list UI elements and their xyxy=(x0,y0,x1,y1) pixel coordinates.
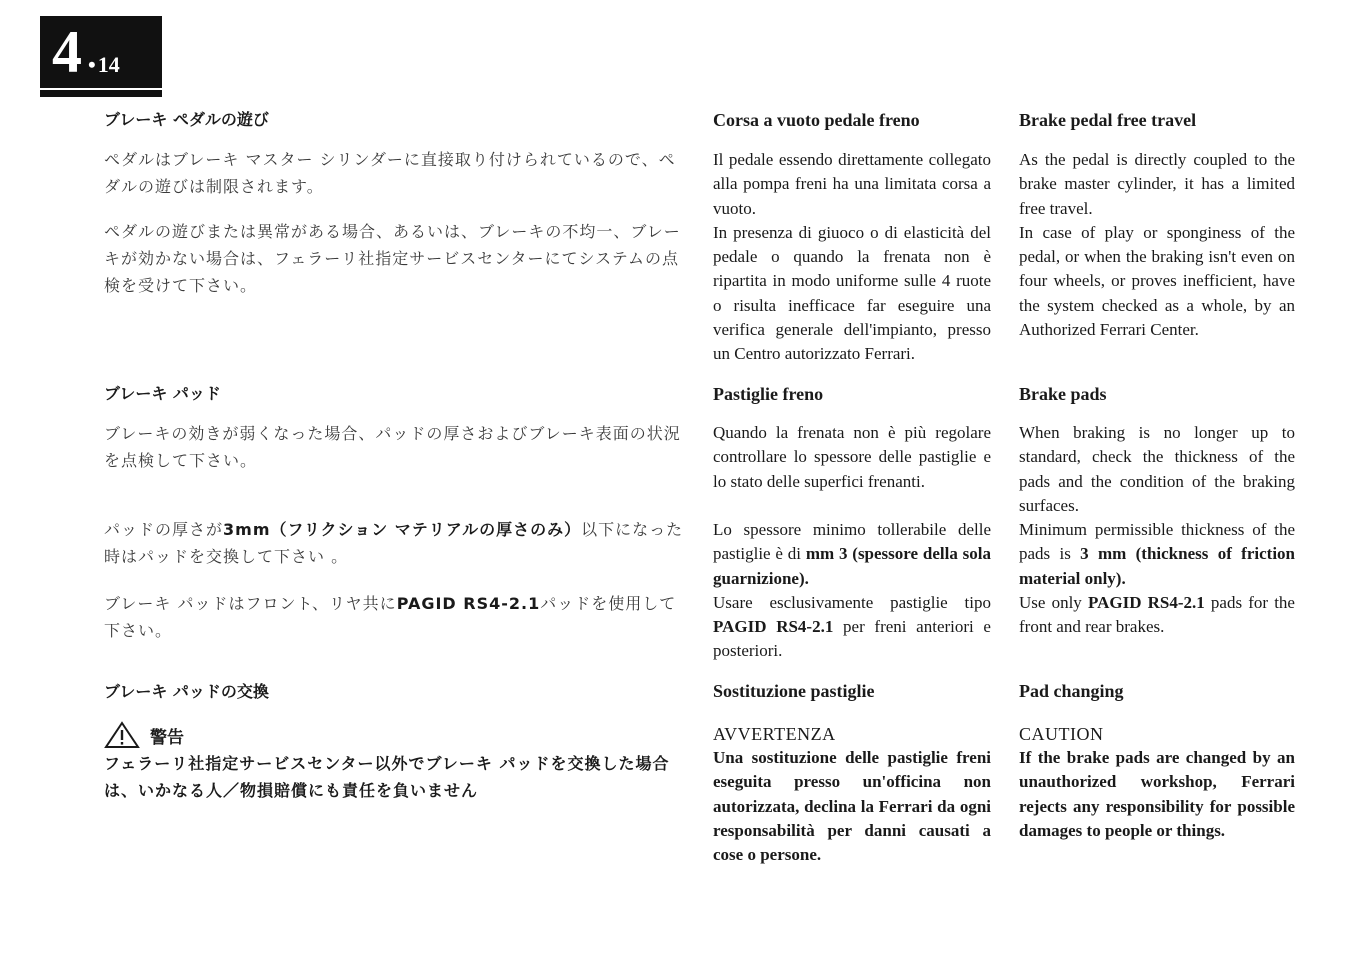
ja-pads-title: ブレーキ パッド xyxy=(104,384,221,403)
ja-pad-changing-title: ブレーキ パッドの交換 xyxy=(104,682,269,701)
ja-free-travel-title: ブレーキ ペダルの遊び xyxy=(104,110,269,129)
it-pads-p2p3-block xyxy=(713,518,991,664)
ja-free-travel-p2: ペダルの遊びまたは異常がある場合、あるいは、ブレーキの不均一、ブレーキが効かない場合は、フェラーリ社指定サービスセンターにてシステムの点検を受けて下さい。 xyxy=(104,222,681,295)
ja-free-travel-p1: ペダルはブレーキ マスター シリンダーに直接取り付けられているので、ペダルの遊びは制限されます。 xyxy=(104,150,676,196)
it-free-travel-p2: In presenza di giuoco o di elasticità del pedale o quando la frenata non è ripartita in modo uniforme sulle 4 ruote o risulta inefficace far eseguire una verifica generale dell'impianto, presso un Centro autorizzato Ferrari. xyxy=(713,222,991,364)
ja-pads-p3-a: ブレーキ パッドはフロント、リヤ共に xyxy=(104,594,397,613)
en-caution-text: If the brake pads are changed by an unauthorized workshop, Ferrari rejects any responsibility for possible damages to people or things. xyxy=(1019,748,1295,840)
ja-pads-p3-b: PAGID RS4-2.1 xyxy=(396,594,541,613)
it-free-travel-title-block xyxy=(713,108,991,132)
chapter-badge-rule xyxy=(40,90,162,97)
ja-warning-label: 警告 xyxy=(150,727,184,748)
it-pads-p1-block xyxy=(713,421,991,494)
it-pads-p3 xyxy=(713,591,991,664)
ja-pad-changing-title-block xyxy=(104,680,688,704)
ja-pads-title-block xyxy=(104,382,688,406)
en-free-travel-body-block xyxy=(1019,148,1295,342)
en-pads-p3 xyxy=(1019,591,1295,640)
it-pads-p2-b: mm 3 (spessore della sola guarnizione). xyxy=(713,544,991,588)
it-free-travel-p1: Il pedale essendo direttamente collegato alla pompa freni ha una limitata corsa a vuoto. xyxy=(713,150,991,218)
en-pads-p3-a: Use only xyxy=(1019,592,1088,612)
ja-pads-p3-block xyxy=(104,590,688,644)
it-caution-text: Una sostituzione delle pastiglie freni eseguita presso un'officina non autorizzata, declina la Ferrari da ogni responsabilità per danni causati a cose o persone. xyxy=(713,748,991,865)
ja-free-travel-p2-block xyxy=(104,218,688,299)
en-pads-p3-c: pads for the front and rear brakes. xyxy=(1019,592,1295,637)
chapter-dot: • xyxy=(88,52,96,77)
ja-pads-p2-b: 3mm（フリクション マテリアルの厚さのみ） xyxy=(223,520,582,539)
it-pads-p3-a: Usare esclusivamente pastiglie tipo xyxy=(713,592,991,612)
en-pads-p2-a: Minimum permissible thickness of the pads is xyxy=(1019,520,1295,564)
en-free-travel-p1: As the pedal is directly coupled to the brake master cylinder, it has a limited free travel. xyxy=(1019,150,1295,218)
ja-pads-p2 xyxy=(104,516,688,570)
it-pads-p3-c: per freni anteriori e posteriori. xyxy=(713,617,991,661)
chapter-number: 4 xyxy=(52,19,82,85)
en-pad-changing-title-block xyxy=(1019,679,1295,703)
it-pad-changing-title: Sostituzione pastiglie xyxy=(713,681,875,701)
it-free-travel-body-block xyxy=(713,148,991,367)
en-pads-p3-b: PAGID RS4-2.1 xyxy=(1087,592,1205,612)
en-caution-title: CAUTION xyxy=(1019,724,1104,744)
it-caution-title: AVVERTENZA xyxy=(713,724,836,744)
en-pads-title-block xyxy=(1019,382,1295,406)
en-pads-p2 xyxy=(1019,518,1295,591)
ja-pads-p3-c: パッドを使用して下さい。 xyxy=(104,594,677,640)
it-pads-p1: Quando la frenata non è più regolare controllare lo spessore delle pastiglie e lo stato delle superfici frenanti. xyxy=(713,423,991,491)
en-pads-p1: When braking is no longer up to standard, check the thickness of the pads and the condition of the braking surfaces. xyxy=(1019,423,1295,515)
it-pads-p3-b: PAGID RS4-2.1 xyxy=(713,617,834,637)
it-pads-p2 xyxy=(713,518,991,591)
it-pads-p2-a: Lo spessore minimo tollerabile delle pastiglie è di xyxy=(713,520,991,564)
en-free-travel-title: Brake pedal free travel xyxy=(1019,110,1197,130)
en-pads-p2-b: 3 mm (thickness of friction material only). xyxy=(1019,544,1295,588)
it-pads-title: Pastiglie freno xyxy=(713,384,824,404)
it-caution-block xyxy=(713,722,991,867)
en-pad-changing-title: Pad changing xyxy=(1019,681,1124,701)
ja-free-travel-section xyxy=(104,108,688,132)
ja-pads-p1: ブレーキの効きが弱くなった場合、パッドの厚さおよびブレーキ表面の状況を点検して下さい。 xyxy=(104,424,681,470)
ja-pads-p2-block xyxy=(104,516,688,570)
it-pad-changing-title-block xyxy=(713,679,991,703)
ja-pads-p2-c: 以下になった時はパッドを交換して下さい 。 xyxy=(104,520,684,566)
chapter-subnumber: 14 xyxy=(97,52,120,77)
en-free-travel-p2: In case of play or sponginess of the pedal, or when the braking isn't even on four wheels, or proves inefficient, have the system checked as a whole, by an Authorized Ferrari Center. xyxy=(1019,222,1295,340)
en-pads-p1-block xyxy=(1019,421,1295,518)
it-free-travel-title: Corsa a vuoto pedale freno xyxy=(713,110,920,130)
ja-pads-p2-a: パッドの厚さが xyxy=(104,520,224,539)
it-pads-title-block xyxy=(713,382,991,406)
en-caution-block xyxy=(1019,722,1295,843)
ja-pads-p1-block xyxy=(104,420,688,474)
en-pads-title: Brake pads xyxy=(1019,384,1107,404)
en-free-travel-title-block xyxy=(1019,108,1295,132)
warning-triangle-icon xyxy=(104,721,140,749)
ja-free-travel-p1-block xyxy=(104,146,688,200)
en-pads-p2p3-block xyxy=(1019,518,1295,639)
ja-warning-text: フェラーリ社指定サービスセンター以外でブレーキ パッドを交換した場合は、いかなる人／物損賠償にも責任を負いません xyxy=(104,754,670,800)
chapter-badge xyxy=(40,16,162,88)
ja-warning-row xyxy=(104,720,688,750)
ja-warning-block xyxy=(104,720,688,804)
ja-pads-p3 xyxy=(104,590,688,644)
